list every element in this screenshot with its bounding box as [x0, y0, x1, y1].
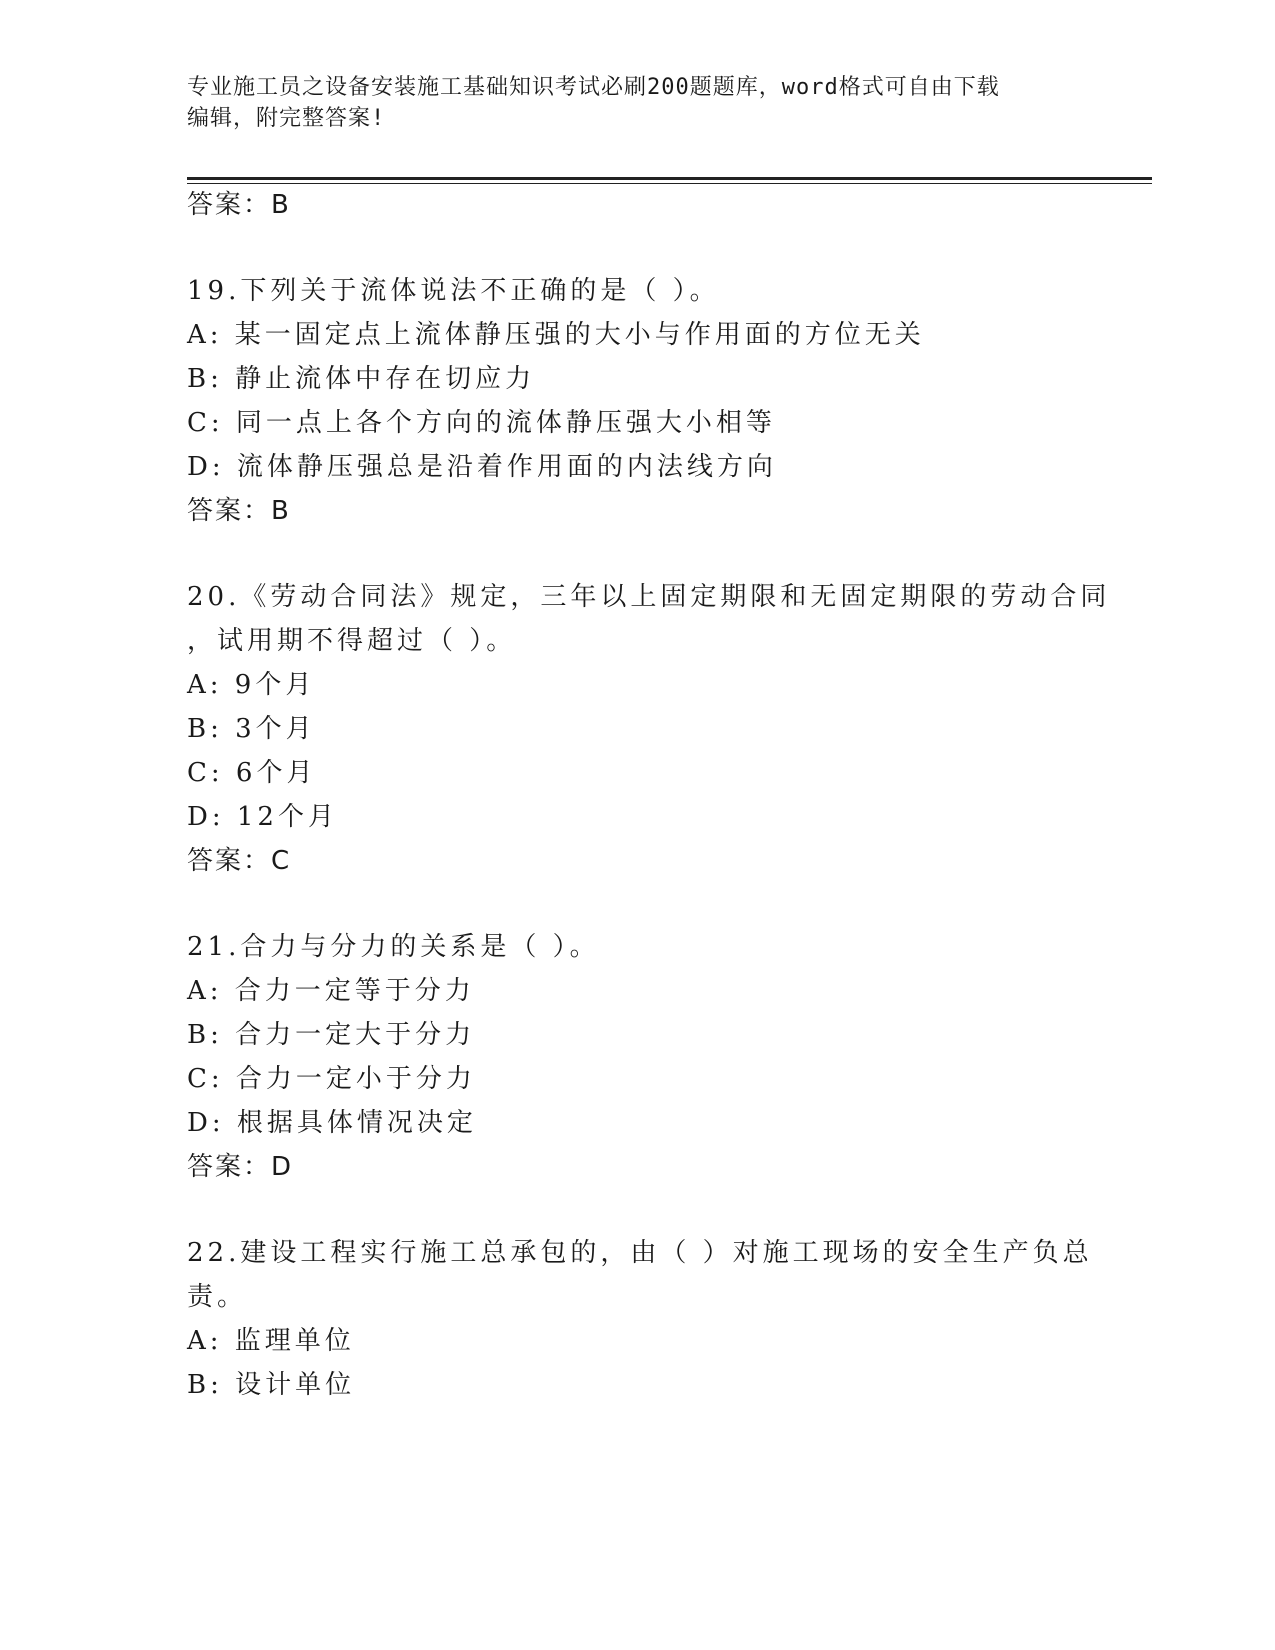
- question-20-option-c: C: 6个月: [187, 758, 317, 788]
- question-20-answer: 答案：C: [187, 846, 292, 876]
- question-21-option-c: C: 合力一定小于分力: [187, 1064, 476, 1094]
- question-21-option-a: A: 合力一定等于分力: [187, 976, 475, 1006]
- question-19-option-d: D: 流体静压强总是沿着作用面的内法线方向: [187, 452, 777, 482]
- question-19-stem: 19.下列关于流体说法不正确的是（ ）。: [187, 276, 720, 306]
- question-19-option-c: C: 同一点上各个方向的流体静压强大小相等: [187, 408, 776, 438]
- question-22-option-b: B: 设计单位: [187, 1370, 356, 1400]
- header-line-1: 专业施工员之设备安装施工基础知识考试必刷200题题库，word格式可自由下载: [187, 75, 1000, 100]
- question-19-option-b: B: 静止流体中存在切应力: [187, 364, 536, 394]
- question-21-stem: 21.合力与分力的关系是（ ）。: [187, 932, 600, 962]
- question-22-stem-line-2: 责。: [187, 1282, 248, 1312]
- question-22-option-a: A: 监理单位: [187, 1326, 355, 1356]
- question-21-option-d: D: 根据具体情况决定: [187, 1108, 477, 1138]
- question-22-stem-line-1: 22.建设工程实行施工总承包的，由（ ）对施工现场的安全生产负总: [187, 1238, 1093, 1268]
- answer-previous: 答案：B: [187, 190, 291, 220]
- question-21-option-b: B: 合力一定大于分力: [187, 1020, 476, 1050]
- question-21-answer: 答案：D: [187, 1152, 294, 1182]
- question-20-option-a: A: 9个月: [187, 670, 316, 700]
- question-19-option-a: A: 某一固定点上流体静压强的大小与作用面的方位无关: [187, 320, 925, 350]
- question-20-stem-line-2: ，试用期不得超过（ ）。: [187, 626, 517, 656]
- header-divider-thick: [187, 177, 1152, 180]
- question-20-stem-line-1: 20.《劳动合同法》规定，三年以上固定期限和无固定期限的劳动合同: [187, 582, 1111, 612]
- question-19-answer: 答案：B: [187, 496, 291, 526]
- question-20-option-d: D: 12个月: [187, 802, 338, 832]
- document-header: [187, 72, 1067, 134]
- header-divider-thin: [187, 183, 1152, 184]
- header-line-2: 编辑，附完整答案!: [187, 106, 386, 131]
- question-20-option-b: B: 3个月: [187, 714, 316, 744]
